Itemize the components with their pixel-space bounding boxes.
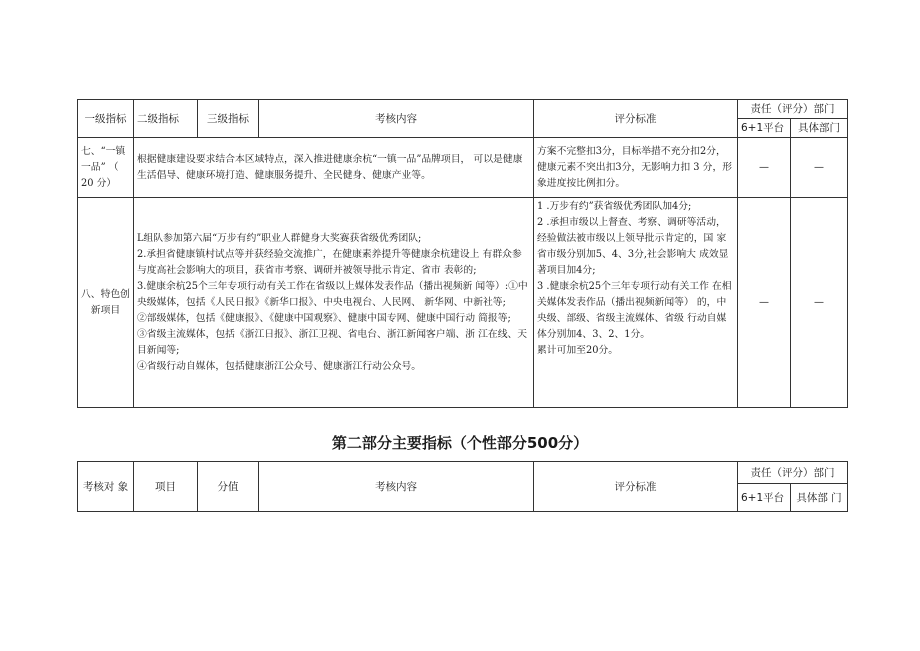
indicator-table (77, 99, 848, 408)
header-level3: 三级指标 (198, 100, 259, 138)
personalized-indicator-table (77, 461, 848, 512)
row-criteria: 1 .万步有约”获省级优秀团队加4分; 2 .承担市级以上督查、考察、调研等活动，经验做法被市级以上领导批示肯定的，国 家省市级分别加5、4、3分,社会影响大 成效显著项目加4分; 3 .健康余杭25个三年专项行动有关工作 在相关媒体发表作品（播出视频新闻等） 的，中央级、部级、省级主流媒体、省级 行动自媒体分别加4、3、2、1分。 累计可加至20分。 (534, 198, 738, 408)
header-responsible: 责任（评分）部门 (738, 462, 848, 484)
header-level1: 一级指标 (78, 100, 134, 138)
header-platform: 6+1平台 (738, 484, 791, 512)
row-content: L组队参加第六届“万步有约”职业人群健身大奖赛获省级优秀团队; 2.承担省健康镇村试点等并获经验交流推广，在健康素养提升等健康余杭建设上 有群众参与度高社会影响大的项目，获省市考察、调研并被领导批示肯定、省市 表彰的; 3.健康余杭25个三年专项行动有关工作在省级以上媒体发表作品（播出视频新 闻等）:①中央级媒体，包括《人民日报》《新华口报》、中央电视台、人民网、 新华网、中新社等; ②部级媒体，包括《健康报》、《健康中国观察》、健康中国专网、健康中国行动 简报等; ③省级主流媒体，包括《浙江日报》、浙江卫视、省电台、浙江新闻客户端、浙 江在线、天目新闻等; ④省级行动自媒体，包括健康浙江公众号、健康浙江行动公众号。 (134, 198, 534, 408)
row-level1: 七、“一镇 一品” （ 20 分） (78, 138, 134, 198)
header-item: 项目 (134, 462, 198, 512)
header-criteria: 评分标准 (534, 100, 738, 138)
row-dept: — (791, 138, 848, 198)
header-target: 考核对 象 (78, 462, 134, 512)
table-row (78, 138, 848, 198)
header-dept: 具体部门 (791, 119, 848, 138)
row-platform: — (738, 198, 791, 408)
header-criteria: 评分标准 (534, 462, 738, 512)
header-platform: 6+1平台 (738, 119, 791, 138)
header-score: 分值 (198, 462, 259, 512)
header-content: 考核内容 (259, 462, 534, 512)
row-platform: — (738, 138, 791, 198)
header-dept: 具体部 门 (791, 484, 848, 512)
row-criteria: 方案不完整扣3分，目标举措不充分扣2分，健康元素不突出扣3分，无影响力扣 3 分，形象进度按比例扣分。 (534, 138, 738, 198)
table-row (78, 198, 848, 408)
row-content: 根据健康建设要求结合本区域特点，深入推进健康余杭“一镇一品”品牌项目， 可以是健康生活倡导、健康环境打造、健康服务提升、全民健身、健康产业等。 (134, 138, 534, 198)
header-responsible: 责任（评分）部门 (738, 100, 848, 119)
row-dept: — (791, 198, 848, 408)
row-level1: 八、特色创 新项目 (78, 198, 134, 408)
section-title: 第二部分主要指标（个性部分500分） (331, 434, 589, 452)
header-content: 考核内容 (259, 100, 534, 138)
header-level2: 二级指标 (134, 100, 198, 138)
